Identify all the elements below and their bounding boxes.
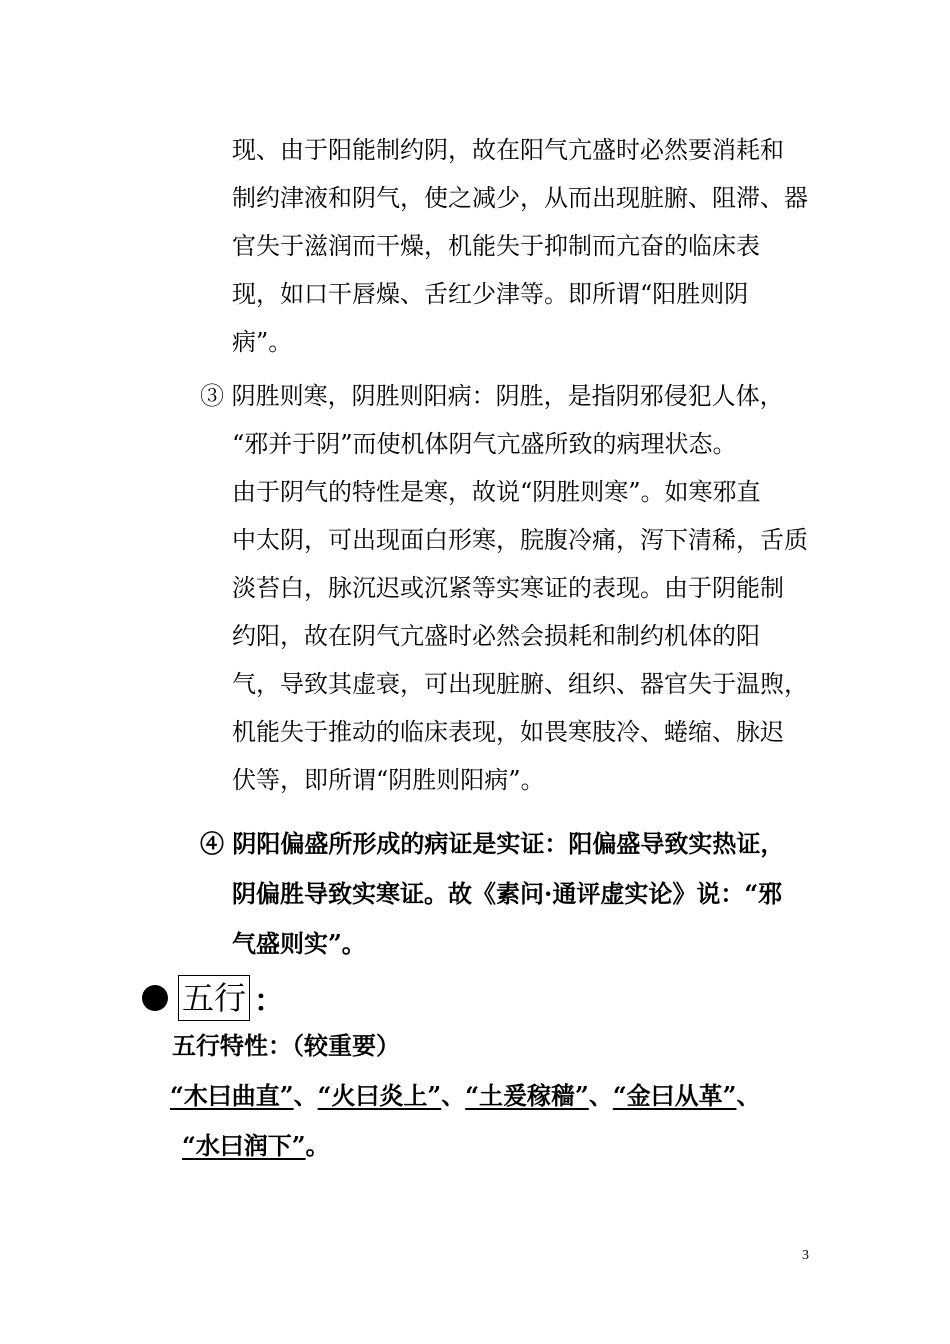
separator: 、 [588,1081,613,1110]
page-number: 3 [802,1248,809,1263]
text-line: ④ 阴阳偏盛所形成的病证是实证：阳偏盛导致实热证， [200,829,785,858]
text-line: 由于阴气的特性是寒，故说“阴胜则寒”。如寒邪直 [232,478,761,506]
saying-wood: “木曰曲直” [170,1081,294,1110]
bullet-icon [142,985,168,1011]
separator: 、 [293,1081,318,1110]
text-line: 淡苔白，脉沉迟或沉紧等实寒证的表现。由于阴能制 [232,574,784,602]
text-line: 机能失于推动的临床表现，如畏寒肢冷、蜷缩、脉迟 [232,718,784,746]
text-line: “邪并于阴”而使机体阴气亢盛所致的病理状态。 [232,430,737,458]
text-line: 制约津液和阴气，使之减少，从而出现脏腑、阻滞、器 [232,184,808,212]
saying-fire: “火曰炎上” [317,1081,442,1110]
section-colon: ： [254,984,285,1019]
text-line: ③ 阴胜则寒，阴胜则阳病：阴胜，是指阴邪侵犯人体， [200,382,784,410]
saying-water: “水曰润下” [182,1131,306,1160]
text-line: 中太阴，可出现面白形寒，脘腹冷痛，泻下清稀，舌质 [232,526,808,554]
text-line: 现、由于阳能制约阴，故在阳气亢盛时必然要消耗和 [232,136,784,164]
sayings-line-1 [170,1072,760,1120]
text-line: 现，如口干唇燥、舌红少津等。即所谓“阳胜则阴 [232,280,749,308]
text-line: 病”。 [232,328,293,356]
text-line: 伏等，即所谓“阴胜则阳病”。 [232,766,545,794]
saying-metal: “金曰从革” [612,1081,737,1110]
saying-earth: “土爰稼穑” [465,1081,589,1110]
section-heading-wuxing [142,972,284,1024]
text-line: 约阳，故在阴气亢盛时必然会损耗和制约机体的阳 [232,622,760,650]
text-line: 气，导致其虚衰，可出现脏腑、组织、器官失于温煦， [232,670,808,698]
sayings-line-2 [182,1122,330,1170]
text-line: 官失于滋润而干燥，机能失于抑制而亢奋的临床表 [232,232,760,260]
separator: 、 [736,1081,761,1110]
subheading-wuxing-properties: 五行特性：（较重要） [172,1031,400,1060]
separator: 、 [441,1081,466,1110]
text-line: 气盛则实”。 [232,929,366,958]
period: 。 [305,1131,330,1160]
section-title: 五行 [178,975,250,1021]
text-line: 阴偏胜导致实寒证。故《素问·通评虚实论》说：“邪 [232,879,783,908]
